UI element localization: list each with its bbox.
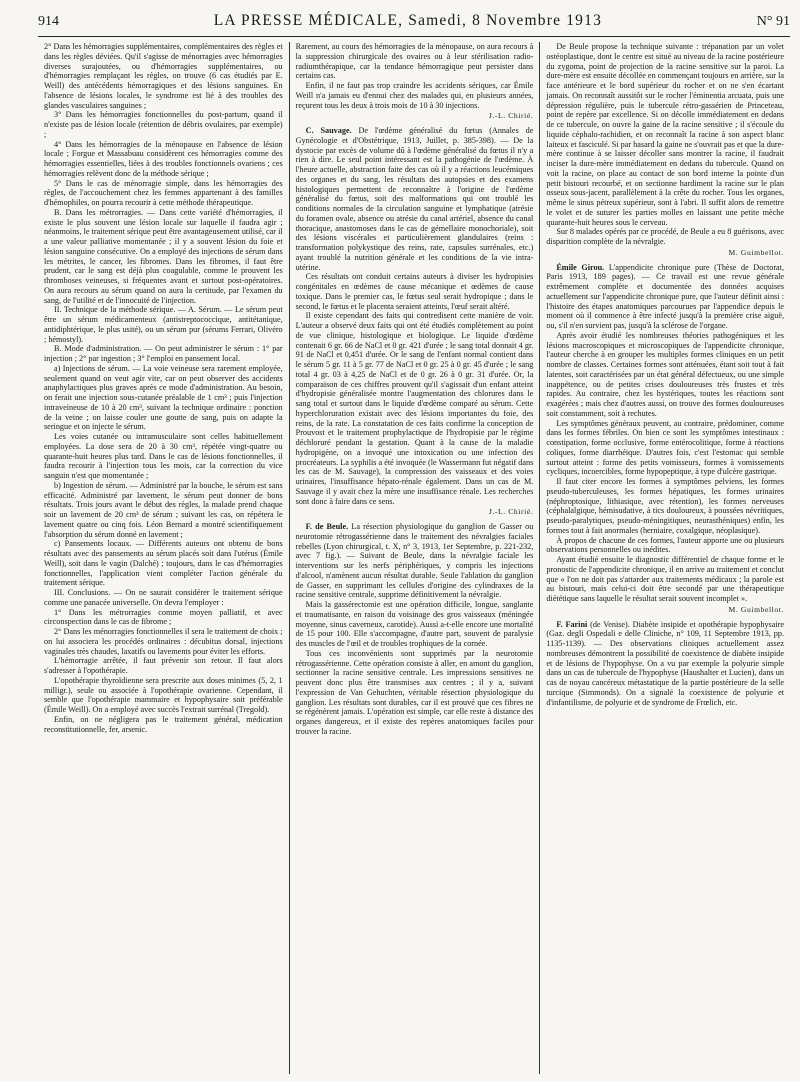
review-paragraph bbox=[546, 263, 784, 331]
page-header bbox=[38, 12, 790, 37]
review-paragraph bbox=[546, 620, 784, 708]
paragraph: 5° Dans le cas de ménorragie simple, dans les hémorragies des règles, de l'accouchement chez les femmes appartenant à des familles d'hémophiles, on pourra recourir à cette méthode thérapeutique. bbox=[44, 178, 283, 207]
paragraph: Les voies cutanée ou intramusculaire sont celles habituellement employées. La dose sera de 20 à 30 cm³, répétée vingt-quatre ou quarante-huit heures plus tard. Dans le cas de lésions fonctionnelles, il faudra recourir à l'injection tous les mois, car la correction du vice sanguin n'est que momentanée ; bbox=[44, 432, 283, 480]
paragraph: L'hémorragie arrêtée, il faut prévenir son retour. Il faut alors s'adresser à l'opothérapie. bbox=[44, 656, 283, 675]
review-author: F. Farini bbox=[556, 619, 588, 629]
paragraph: Les symptômes généraux peuvent, au contraire, prédominer, comme dans les formes fébriles. On bien ce sont les symptômes intestinaux : constipation, forme occlusive, forme entérocolitique, forme à réactions coliques, forme diarrhéique. D'autres fois, c'est l'estomac qui semble surtout atteint : forme des petits vomisseurs, formes à vomissements cycliques, incoercibles, forme hypopeptique, à type d'ulcère gastrique. bbox=[546, 418, 784, 477]
paragraph: À propos de chacune de ces formes, l'auteur apporte une ou plusieurs observations personnelles ou inédites. bbox=[546, 535, 784, 555]
paragraph: 2° Dans les ménorragies fonctionnelles il sera le traitement de choix ; on lui associera les procédés ordinaires : décubitus dorsal, injections vaginales très chaudes, laxatifs ou lavements pour éviter les efforts. bbox=[44, 627, 283, 656]
signature: M. Guimbellot. bbox=[728, 247, 784, 257]
paragraph: III. Conclusions. — On ne saurait considérer le traitement sérique comme une panacée universelle. On devra l'employer : bbox=[44, 588, 283, 607]
review-author: C. Sauvage. bbox=[305, 126, 352, 135]
paragraph: Enfin, il ne faut pas trop craindre les accidents sériques, car Émile Weill n'a jamais eu d'ennui chez des malades qui, en plusieurs années, reçurent tous les deux à trois mois de 10 à 30 injections. bbox=[295, 81, 534, 110]
paragraph: II. Technique de la méthode sérique. — A. Sérum. — Le sérum peut être un sérum médicamenteux (antistreptococcique, antitétanique, antidiphtérique, le plus usité), ou un sérum pur (sérums Ferrari, Olivéro ; hémostyl). bbox=[44, 305, 283, 344]
review-text: (de Venise). Diabète insipide et opothérapie hypophysaire (Gaz. degli Ospedali e delle Cliniche, n° 109, 11 Septembre 1913, pp. 1135-1139). — Des observations cliniques actuellement assez nombreuses démontrent la possibilité de coexistence de diabète insipide et de lésions de l'hypophyse. On a vu par exemple la polyurie simple dans un cas de tubercule de l'hypophyse (Haushalter et Lucien), dans un cas de noyau cancéreux métastatique de la partie postérieure de la selle turcique (Simmonds). On a signalé la coexistence de polyurie et d'infantilisme, de polyurie et de syndrome de Frœlich, etc. bbox=[546, 619, 784, 707]
paragraph: L'opothérapie thyroïdienne sera prescrite aux doses minimes (5, 2, 1 milligr.), seule ou associée à l'opothérapie ovarienne. Cependant, il semble que l'opothérapie mammaire et hypophysaire soit préférable (Émile Weill). On a employé avec succès l'extrait surrénal (Tregold). bbox=[44, 675, 283, 714]
column-2 bbox=[289, 42, 540, 1074]
review-text: De l'œdème généralisé du fœtus (Annales de Gynécologie et d'Obstétrique, 1913, Juillet, p. 385-398). — De la dystocie par excès de volume dû à l'œdème généralisé du fœtus il n'y a rien à dire. Le seul point intéressant est la pathogénie de l'œdème. À l'heure actuelle, abstraction faite des cas où il y a réactions leucémiques des organes et du sang, les résultats des autopsies et des examens histologiques permettent de reconnaître à l'origine de l'œdème généralisé du fœtus, soit des malformations qui ont troublé les conditions normales de la circulation sanguine et lymphatique (atrésie du foramen ovale, absence ou atrésie du canal artériel, absence du canal thoracique, anastomoses dans le cas de gémellaire monochoriale), soit des lésions viscérales et particulièrement glandulaires (reins : transformation polykystique des reins, rate, capsules surrénales, etc.) ayant troublé la nutrition générale et les conditions de la vie intra-utérine. bbox=[295, 126, 534, 272]
paragraph: Tous ces inconvénients sont supprimés par la neurotomie rétrogassérienne. Cette opération consiste à aller, en amont du ganglion, sectionner la racine sensitive centrale. Les impressions sensitives ne peuvent donc plus être transmises aux centres ; il y a, suivant l'expression de Van Gehuchten, véritable résection physiologique du ganglion. Les résultats sont durables, car il est prouvé que ces fibres ne se régénèrent jamais. L'opération est simple, car elle reste à distance des organes dangereux, et il existe des repères anatomiques faciles pour trouver la racine. bbox=[295, 648, 534, 736]
paragraph: Mais la gassérectomie est une opération difficile, longue, sanglante et traumatisante, en raison du voisinage des gros vaisseaux (méningée moyenne, sinus caverneux, carotide). Aussi a-t-elle encore une mortalité de 15 pour 100. Elle s'accompagne, d'autre part, souvent de paralysie des muscles de l'œil et de troubles trophiques de la cornée. bbox=[295, 600, 534, 648]
paragraph: Ayant étudié ensuite le diagnostic différentiel de chaque forme et le pronostic de l'appendicite chronique, il en arrive au traitement et conclut que « l'on ne doit pas s'attarder aux traitements médicaux ; la parole est au bistouri, mais celui-ci doit être secondé par une thérapeutique diététique sans laquelle le résultat serait souvent incomplet ». bbox=[546, 555, 784, 603]
paragraph: B. Dans les métrorragies. — Dans cette variété d'hémorragies, il existe le plus souvent une lésion locale sur laquelle il faudra agir ; néanmoins, le traitement sérique peut être avantageusement utilisé, car il a une valeur palliative momentanée ; il y a souvent lésion du foie et lésion sanguine consécutive. On a employé des injections de sérum dans les métrites, le cancer, les fibromes. Dans les fibromes, il faut être prudent, car le sang est déjà plus coagulable, comme le prouvent les thromboses veineuses, si fréquentes avant et surtout post-opératoires. On aura recours au sérum quand on aura la certitude, par l'examen du sang, de l'utilité et de l'innocuité de l'injection. bbox=[44, 207, 283, 305]
paragraph: Rarement, au cours des hémorragies de la ménopause, on aura recours à la suppression chirurgicale des ovaires ou à leur stérilisation radio-radiumthérapique, car la tendance hémorragique peut persister dans certains cas. bbox=[295, 42, 534, 81]
review-author: Émile Girou. bbox=[556, 262, 605, 272]
paragraph: Ces résultats ont conduit certains auteurs à diviser les hydropisies congénitales en œdèmes de cause mécanique et œdèmes de cause toxique. Dans le premier cas, le fœtus seul serait hydropique ; dans le second, le fœtus et le placenta seraient atteints, l'œuf serait altéré. bbox=[295, 272, 534, 311]
paragraph: a) Injections de sérum. — La voie veineuse sera rarement employée, seulement quand on veut agir vite, car on peut observer des accidents anaphylactiques plus graves après ce mode d'administration. Au besoin, on ferait une injection sous-cutanée préalable de 1 cm³ ; puis l'injection intraveineuse de 10 à 20 cm³, suivant la technique ordinaire : ponction de la veine ; on laisse couler une goutte de sang, puis on adapte la seringue et on injecte le sérum. bbox=[44, 363, 283, 432]
paragraph: De Beule propose la technique suivante : trépanation par un volet ostéoplastique, dont le centre est situé au niveau de la racine postérieure du zygoma, point de projection de la racine sensitive sur la paroi. La dure-mère est ensuite décollée en commençant toujours en arrière, sur la face antérieure et le bord supérieur du rocher et on ne s'en écartant jamais. On reconnaît aussitôt sur le rocher l'éminentia arcuata, puis une dépression régulière, puis le tubercule rétro-gassérien de Princeteau, point de repère par excellence. Si on décolle immédiatement en dedans de ce tubercule, on ouvre la gaine de la racine sensitive ; il s'écoule du liquide céphalo-rachidien, et on reconnaît la racine à son aspect blanc laiteux et fasciculé. Si par hasard la gaine ne s'ouvrait pas et que la dure-mère continue à se laisser décoller sans montrer la racine, il faudrait inciser la dure-mère immédiatement en dedans du tubercule. Quand on voit la racine, on place au contact de son bord interne la pointe d'un petit bistouri recourbé, et on sectionne hardiment la racine sur le plan osseux sous-jacent, parallèlement à la crête du rocher. Tous les organes, même le sinus pétreux supérieur, sont à l'abri. Il suffit alors de remettre le volet et de suturer les parties molles en laissant une petite mèche quarante-huit heures sous le cerveau. bbox=[546, 42, 785, 227]
paragraph: 4° Dans les hémorragies de la ménopause en l'absence de lésion locale ; Forgue et Massabuau considèrent ces hémorragies comme des hémorragies essentielles, liées à des troubles fonctionnels ovariens ; ces hémorragies relèvent donc de la méthode sérique ; bbox=[44, 139, 283, 178]
page-number: 914 bbox=[38, 14, 59, 29]
article-columns bbox=[38, 42, 790, 1074]
signature: J.-L. Chirié. bbox=[488, 111, 534, 121]
review-text: L'appendicite chronique pure (Thèse de Doctorat, Paris 1913, 189 pages). — Ce travail est une revue générale extrêmement complète et documentée des données acquises actuellement sur l'appendicite chronique pure, que l'auteur définit ainsi : l'histoire des étapes anatomiques parcourues par l'appendice depuis le moment où il commence à être infecté jusqu'à la première crise aiguë, ou, s'il n'en survient pas, jusqu'à la sclérose de l'organe. bbox=[546, 262, 785, 330]
paragraph: Enfin, on ne négligera pas le traitement général, médication reconstitutionnelle, fer, arsenic. bbox=[44, 714, 283, 734]
paragraph: Sur 8 malades opérés par ce procédé, de Beule a eu 8 guérisons, avec disparition complète de la névralgie. bbox=[546, 227, 784, 246]
journal-title: LA PRESSE MÉDICALE, Samedi, 8 Novembre 1913 bbox=[213, 12, 603, 29]
paragraph: 1° Dans les métrorragies comme moyen palliatif, et avec circonspection dans le cas de fibrome ; bbox=[44, 607, 283, 627]
paragraph: Il existe cependant des faits qui contredisent cette manière de voir. L'auteur a observé deux faits qui ont été étudiés complètement au point de vue clinique, histologique et biologique. Le liquide d'œdème contenait 6 gr. 66 de NaCl et 0 gr. 421 d'urée ; le sang total donnait 4 gr. 91 de NaCl et 0,451 d'urée. Or le sang de l'enfant normal contient dans le sérum 5 gr. 11 à 5 gr. 77 de NaCl et 0 gr. 25 à 0 gr. 45 d'urée ; le sang total 4 gr. 03 à 4,25 de NaCl et de 0 gr. 26 à 0 gr. 31 d'urée. Or, la comparaison de ces chiffres prouvent qu'il s'agissait d'un enfant atteint d'hydropisie généralisée montre l'augmentation des chlorures dans le sang total et surtout dans le liquide d'œdème comparé au sérum. Cette hyperchloruration existait avec des lésions importantes du foie, des reins, de la rate. La constatation de ces faits confirme la conception de Prouvost et le traitement prophylactique de l'hydropisie par le régime déchloruré pendant la gestation. Quant à la cause de la maladie hydropigène, on a invoqué une intoxication ou une infection des procréateurs. La syphilis a été invoquée (le Wassermann fut négatif dans les cas de M. Sauvage), la compression des vaisseaux et des voies urinaires, l'insuffisance hépato-rénale également. Dans un cas de M. Sauvage il y avait chez la mère une insuffisance rénale. Les recherches sont donc à faire dans ce sens. bbox=[295, 311, 534, 506]
paragraph: Après avoir étudié les nombreuses théories pathogéniques et les lésions macroscopiques et microscopiques de l'appendicite chronique, l'auteur cherche à en grouper les multiples formes cliniques en un petit nombre de classes. Certaines formes sont atténuées, étant soit tout à fait latentes, soit caractérisées par un état général défectueux, ou une simple inappétence, ou de petites crises douloureuses très frustes et très rapides. Au contraire, chez les hystériques, toutes les réactions sont exagérées ; mais chez d'autres aussi, on trouve des formes douloureuses soit constamment, soit à rechutes. bbox=[546, 330, 784, 418]
review-text: La résection physiologique du ganglion de Gasser ou neurotomie rétrogassérienne dans le traitement des névralgies faciales rebelles (Lyon chirurgical, t. X, n° 3, 1913, 1er Septembre, p. 221-232, avec 7 fig.). — Suivant de Beule, dans la névralgie faciale les interventions sur les nerfs périphériques, y compris les injections d'alcool, n'amènent aucun résultat durable. Seule l'ablation du ganglion de Gasser, en supprimant les cellules d'origine des cylindraxes de la racine sensitive centrale, supprime définitivement la névralgie. bbox=[295, 522, 534, 600]
review-paragraph bbox=[296, 522, 534, 600]
paragraph: b) Ingestion de sérum. — Administré par la bouche, le sérum est sans efficacité. Administré par lavement, le sérum peut donner de bons résultats. Trois jours avant le début des règles, la malade prend chaque soir un lavement de 20 cm³ de sérum ; suivant les cas, on répétera le lavement quatre ou cinq fois. Léon Bernard a montré scientifiquement l'absorption du sérum donné en lavement ; bbox=[44, 480, 283, 539]
paragraph: B. Mode d'administration. — On peut administrer le sérum : 1° par injection ; 2° par ingestion ; 3° l'emploi en pansement local. bbox=[44, 344, 283, 363]
paragraph: 2° Dans les hémorragies supplémentaires, complémentaires des règles et dans les règles déviées. Qu'il s'agisse de ménorragies avec hémorragies diverses surajoutées, ou d'hémorragies supplémentaires, ou d'hémorragies remplaçant les règles, on trouve (6 cas étudiés par E. Weill) des antécédents hémorragiques et des lésions sanguines. En l'absence de lésions locales, le syndrome est lié à des troubles des glandes vasculaires sanguines ; bbox=[44, 42, 283, 110]
paragraph: 3° Dans les hémorragies fonctionnelles du post-partum, quand il n'existe pas de lésion locale (rétention de débris ovulaires, par exemple) ; bbox=[44, 110, 283, 139]
paragraph: c) Pansements locaux. — Différents auteurs ont obtenu de bons résultats avec des pansements au sérum placés soit dans l'utérus (Émile Weill), soit dans le vagin (Dalché) ; toujours, dans le cas d'hémorragies fonctionnelles, l'application vient compléter l'action générale du traitement sérique. bbox=[44, 539, 283, 588]
issue-number: N° 91 bbox=[756, 14, 790, 29]
review-paragraph bbox=[296, 126, 534, 272]
paragraph: Il faut citer encore les formes à symptômes pelviens, les formes pseudo-tuberculeuses, les formes hépatiques, les formes urinaires (néphroptosique, lithiasique, avec rétention), les formes nerveuses (céphalalgique, hémisudative, à tics douloureux, à poussées névritiques, pseudo-paralytiques, pseudo-méningitiques, neurasthéniques) enfin, les formes tout à fait anormales (herniaire, coxalgique, néoplasique). bbox=[546, 477, 784, 535]
review-author: F. de Beule. bbox=[305, 522, 349, 531]
signature: J.-L. Chirié. bbox=[488, 507, 534, 517]
column-1 bbox=[38, 42, 289, 1074]
signature: M. Guimbellot. bbox=[728, 604, 784, 614]
column-3 bbox=[539, 42, 790, 1074]
